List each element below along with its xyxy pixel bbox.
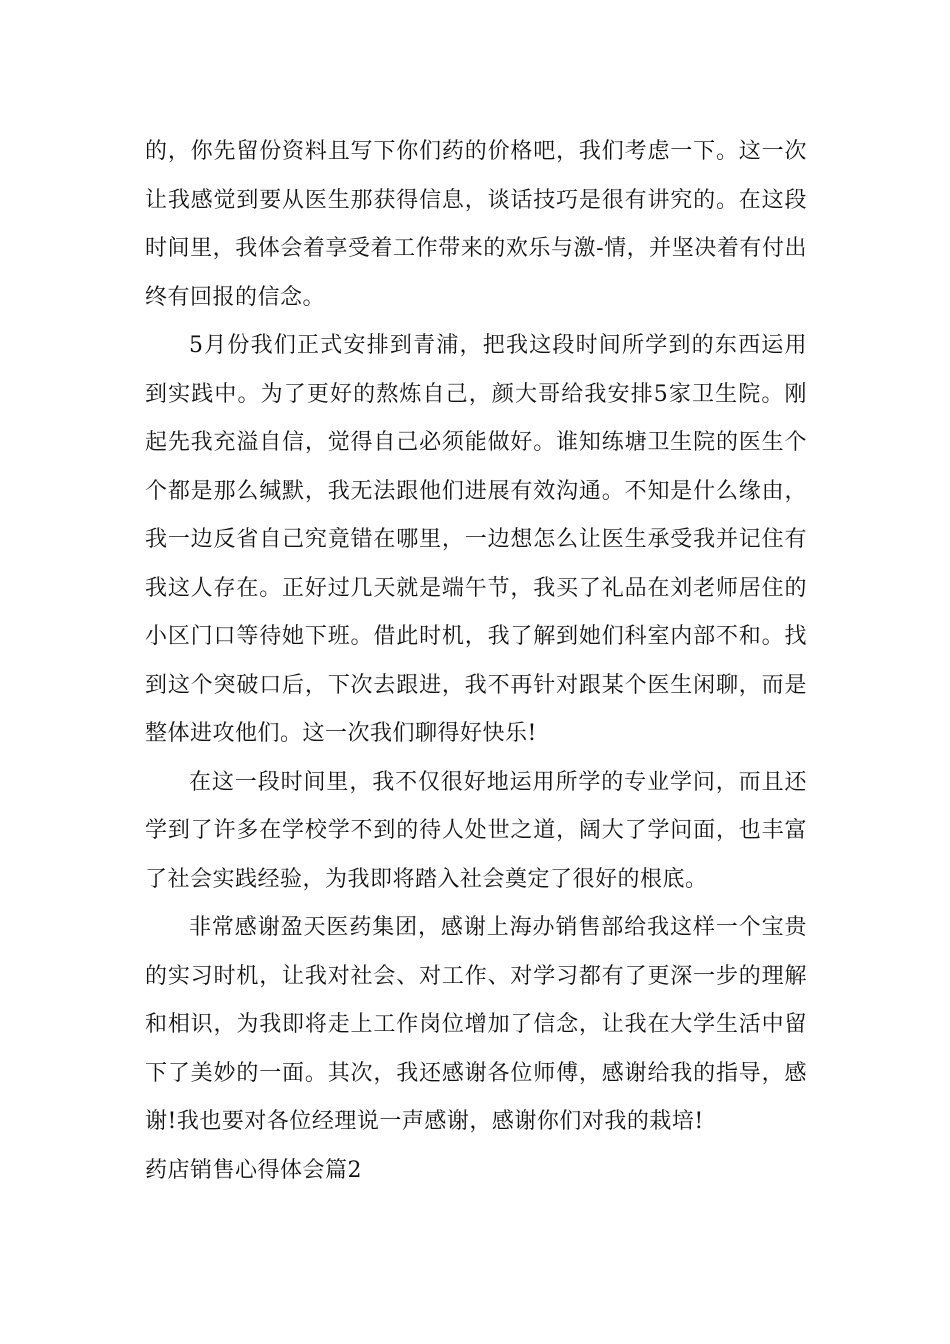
document-page [145, 128, 807, 1195]
paragraph-continuation: 的，你先留份资料且写下你们药的价格吧，我们考虑一下。这一次让我感觉到要从医生那获得信息，谈话技巧是很有讲究的。在这段时间里，我体会着享受着工作带来的欢乐与激-情，并坚决着有付出终有回报的信念。 [145, 139, 807, 310]
paragraph-thanks: 非常感谢盈天医药集团，感谢上海办销售部给我这样一个宝贵的实习时机，让我对社会、对工作、对学习都有了更深一步的理解和相识，为我即将走上工作岗位增加了信念，让我在大学生活中留下了美妙的一面。其次，我还感谢各位师傅，感谢给我的指导，感谢!我也要对各位经理说一声感谢，感谢你们对我的栽培! [145, 915, 807, 1134]
paragraph-qingpu-practice: 5月份我们正式安排到青浦，把我这段时间所学到的东西运用到实践中。为了更好的熬炼自己，颜大哥给我安排5家卫生院。刚起先我充溢自信，觉得自己必须能做好。谁知练塘卫生院的医生个个都是那么缄默，我无法跟他们进展有效沟通。不知是什么缘由，我一边反省自己究竟错在哪里，一边想怎么让医生承受我并记住有我这人存在。正好过几天就是端午节，我买了礼品在刘老师居住的小区门口等待她下班。借此时机，我了解到她们科室内部不和。找到这个突破口后，下次去跟进，我不再针对跟某个医生闲聊，而是整体进攻他们。这一次我们聊得好快乐! [145, 333, 807, 746]
paragraph-learning-summary: 在这一段时间里，我不仅很好地运用所学的专业学问，而且还学到了许多在学校学不到的待人处世之道，阔大了学问面，也丰富了社会实践经验，为我即将踏入社会奠定了很好的根底。 [145, 769, 807, 892]
section-heading: 药店销售心得体会篇2 [145, 1157, 362, 1183]
